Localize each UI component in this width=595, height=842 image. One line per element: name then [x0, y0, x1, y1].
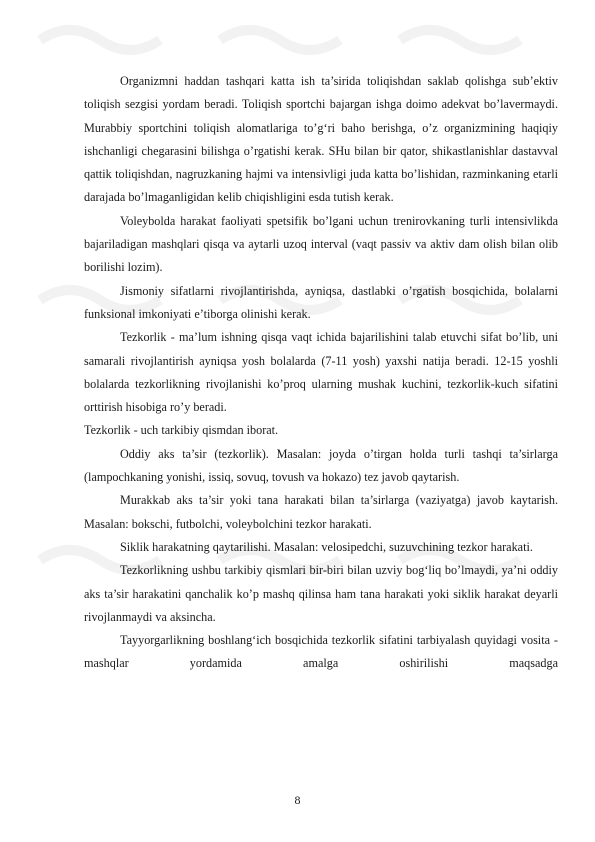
document-body	[84, 70, 558, 676]
paragraph: Tezkorlikning ushbu tarkibiy qismlari bir-biri bilan uzviy bog‘liq bo’lmaydi, ya’ni oddiy aks ta’sir harakatini qanchalik ko’p mashq qilinsa ham tana harakati yoki siklik harakat deyarli rivojlanmaydi va aksincha.	[84, 563, 558, 624]
paragraph: Murakkab aks ta’sir yoki tana harakati bilan ta’sirlarga (vaziyatga) javob kaytarish. Masalan: bokschi, futbolchi, voleybolchini tezkor harakati.	[84, 493, 558, 531]
page-number: 8	[294, 793, 301, 807]
paragraph: Tezkorlik - uch tarkibiy qismdan iborat.	[84, 423, 279, 438]
paragraph: Jismoniy sifatlarni rivojlantirishda, ayniqsa, dastlabki o’rgatish bosqichida, bolalarni funksional imkoniyati e’tiborga olinishi kerak.	[84, 283, 558, 321]
paragraph: Tayyorgarlikning boshlang‘ich bosqichida tezkorlik sifatini tarbiyalash quyidagi vosita - mashqlar yordamida amalga oshirilishi maqsadga	[84, 633, 558, 671]
paragraph: Siklik harakatning qaytarilishi. Masalan: velosipedchi, suzuvchining tezkor harakati.	[120, 539, 533, 554]
paragraph: Organizmni haddan tashqari katta ish ta’sirida toliqishdan saklab qolishga sub’ektiv toliqish sezgisi yordam beradi. Toliqish sportchi bajargan ishga doimo adekvat bo’lavermaydi. Murabbiy sportchini toliqish alomatlariga to’g‘ri baho berishga, o’z organizmining haqiqiy ishchanligi chegarasini bilishga o’rgatishi kerak. SHu bilan bir qator, shikastlanishlar dastavval qattik toliqishdan, nagruzkaning hajmi va intensivligi juda katta bo’lishidan, razminkaning etarli darajada bo’lmaganligidan kelib chiqishligini esda tutish kerak.	[84, 74, 558, 205]
paragraph: Voleybolda harakat faoliyati spetsifik bo’lgani uchun trenirovkaning turli intensivlikda bajariladigan mashqlari qisqa va aytarli uzoq interval (vaqt passiv va aktiv dam olish bilan olib borilishi lozim).	[84, 213, 558, 275]
paragraph: Tezkorlik - ma’lum ishning qisqa vaqt ichida bajarilishini talab etuvchi sifat bo’lib, uni samarali rivojlantirish ayniqsa yosh bolalarda (7-11 yosh) yaxshi natija beradi. 12-15 yoshli bolalarda tezkorlikning rivojlanishi ko’proq ularning mushak kuchini, tezkorlik-kuch sifatini orttirish hisobiga ro’y beradi.	[84, 330, 558, 415]
paragraph: Oddiy aks ta’sir (tezkorlik). Masalan: joyda o’tirgan holda turli tashqi ta’sirlarga (lampochkaning yonishi, issiq, sovuq, tovush va hokazo) tez javob qaytarish.	[84, 446, 558, 485]
